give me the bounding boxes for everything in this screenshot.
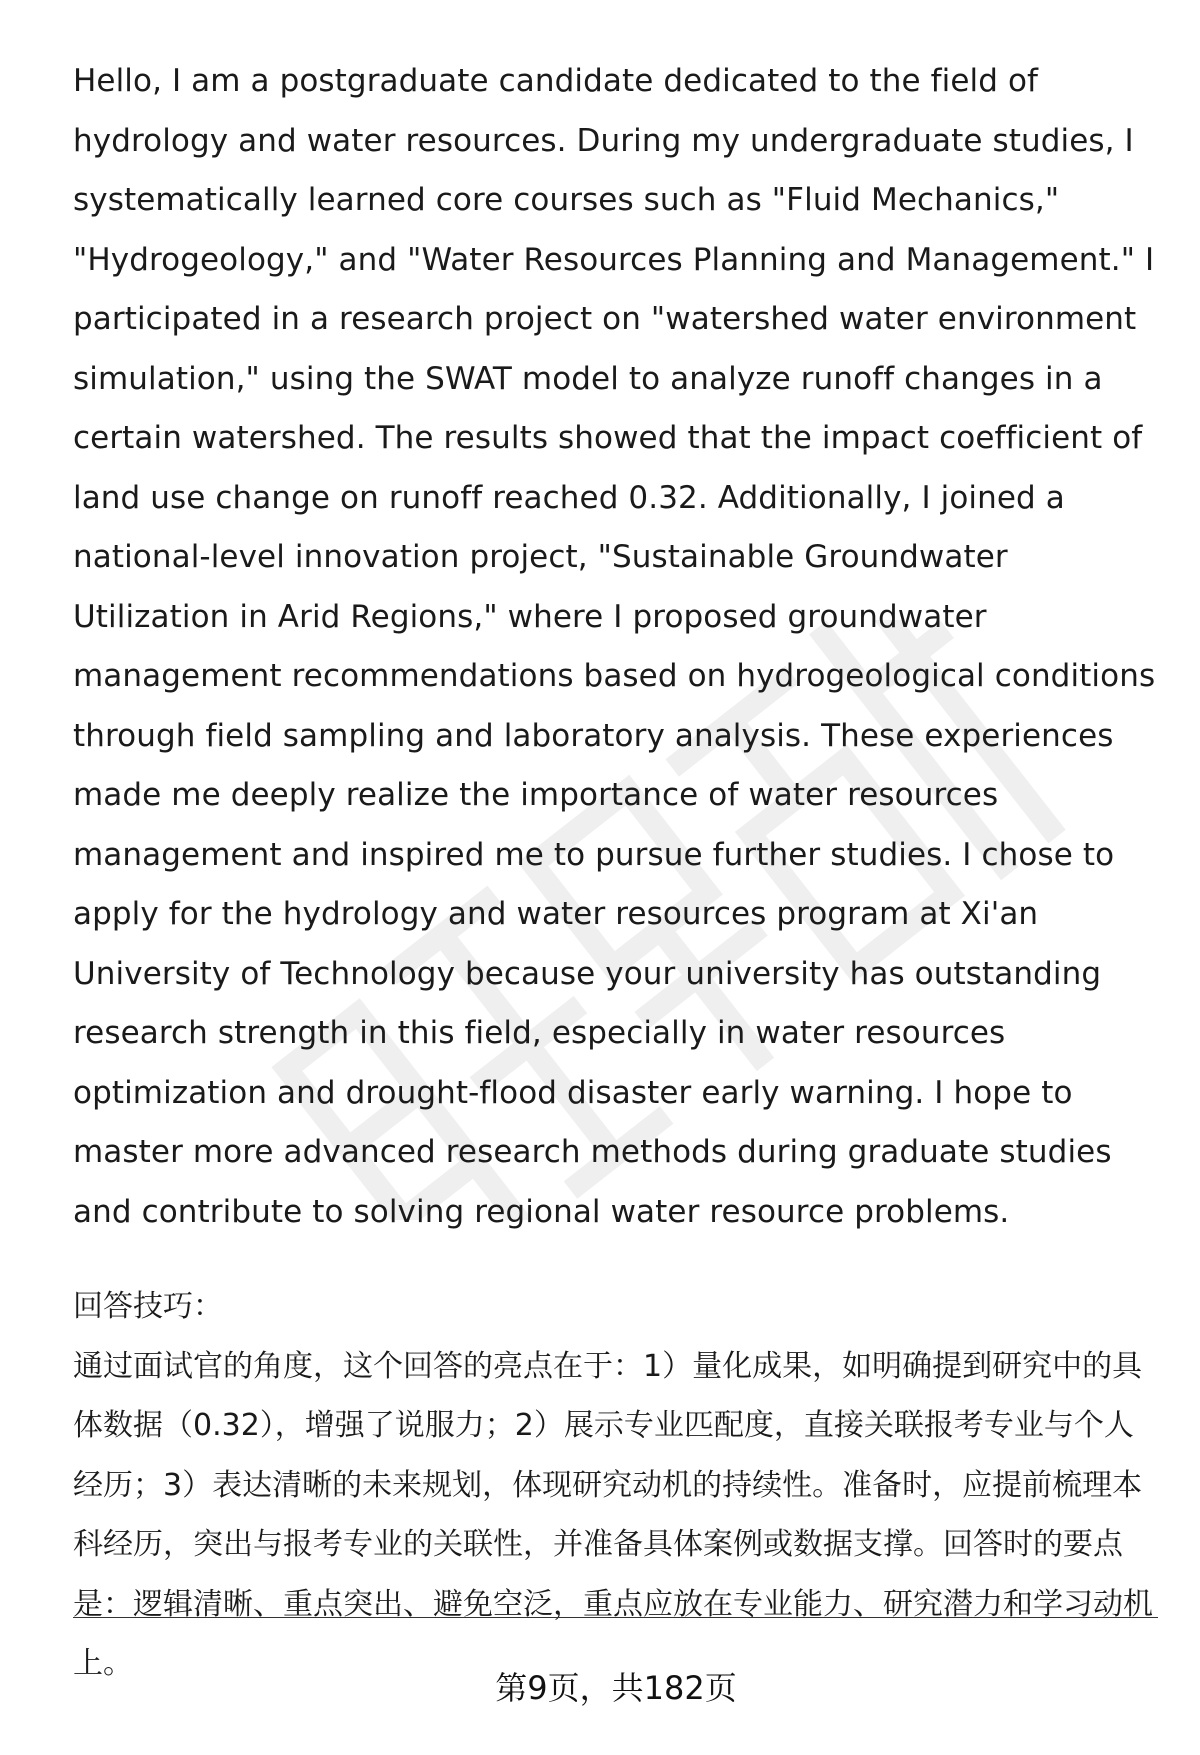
- tips-paragraph: 通过面试官的角度，这个回答的亮点在于：1）量化成果，如明确提到研究中的具体数据（0.32），增强了说服力；2）展示专业匹配度，直接关联报考专业与个人经历；3）表达清晰的未来规划，体现研究动机的持续性。准备时，应提前梳理本科经历，突出与报考专业的关联性，并准备具体案例或数据支撑。回答时的要点是：逻辑清晰、重点突出、避免空泛，重点应放在专业能力、研究潜力和学习动机上。: [73, 1348, 1153, 1681]
- answer-paragraph: Hello, I am a postgraduate candidate dedicated to the field of hydrology and water resources. During my undergraduate studies, I systematically learned core courses such as "Fluid Mechanics," "Hydrogeology," and "Water Resources Planning and Management." I participated in a research project on "watershed water environment simulation," using the SWAT model to analyze runoff changes in a certain watershed. The results showed that the impact coefficient of land use change on runoff reached 0.32. Additionally, I joined a national-level innovation project, "Sustainable Groundwater Utilization in Arid Regions," where I proposed groundwater management recommendations based on hydrogeological conditions through field sampling and laboratory analysis. These experiences made me deeply realize the importance of water resources management and inspired me to pursue further studies. I chose to apply for the hydrology and water resources program at Xi'an University of Technology because your university has outstanding research strength in this field, especially in water resources optimization and drought-flood disaster early warning. I hope to master more advanced research methods during graduate studies and contribute to solving regional water resource problems.: [73, 63, 1156, 1230]
- footer-divider: [73, 1617, 1158, 1618]
- page-number: 第9页，共182页: [495, 1669, 737, 1707]
- tips-title: 回答技巧：: [73, 1289, 223, 1324]
- page-content: [73, 52, 1158, 1694]
